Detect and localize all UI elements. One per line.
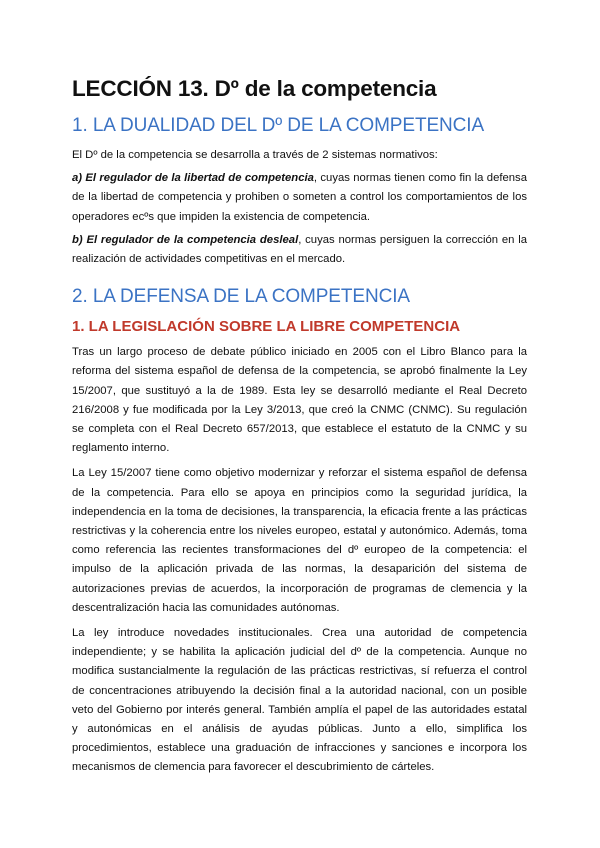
section-1-item-a — [72, 169, 527, 227]
item-a-text: , cuyas normas tienen como fin la defensa de la libertad de competencia y prohiben o someten a control los comportamientos de los operadores ecºs que impiden la existencia de competencia. — [72, 172, 527, 223]
item-b-text: , cuyas normas persiguen la corrección en la realización de actividades competitivas en el mercado. — [72, 233, 527, 266]
section-1-intro: El Dº de la competencia se desarrolla a través de 2 sistemas normativos: — [72, 149, 438, 161]
section-1-item-b — [72, 231, 527, 269]
paragraph: Tras un largo proceso de debate público iniciado en 2005 con el Libro Blanco para la reforma del sistema español de defensa de la competencia, se aprobó finalmente la Ley 15/2007, que sustituyó a la de 1989. Esta ley se desarrolló mediante el Real Decreto 216/2008 y fue modificada por la Ley 3/2013, que creó la CNMC (CNMC). Su regulación se completa con el Real Decreto 657/2013, que establece el estatuto de la CNMC y su reglamento interno. — [72, 346, 527, 455]
paragraph: La ley introduce novedades institucionales. Crea una autoridad de competencia independiente; y se habilita la aplicación judicial del dº de la competencia. Aunque no modifica sustancialmente la regulación de las prácticas restrictivas, sí refuerza el control de concentraciones atribuyendo la decisión final a la autoridad nacional, con un posible veto del Gobierno por interés general. También amplía el papel de las autoridades estatal y autonómicas en el análisis de ayudas públicas. Junto a ello, simplifica los procedimientos, establece una graduación de infracciones y sanciones e incorpora los mecanismos de clemencia para favorecer el descubrimiento de cárteles. — [72, 627, 527, 774]
section-1-heading: 1. LA DUALIDAD DEL Dº DE LA COMPETENCIA — [72, 115, 485, 136]
section-2-heading: 2. LA DEFENSA DE LA COMPETENCIA — [72, 286, 410, 308]
document-page — [72, 74, 527, 784]
item-b-lead: b) El regulador de la competencia desleal — [72, 233, 299, 246]
paragraph: La Ley 15/2007 tiene como objetivo modernizar y reforzar el sistema español de defensa de la competencia. Para ello se apoya en principios como la seguridad jurídica, la independencia en la toma de decisiones, la transparencia, la eficacia frente a las prácticas restrictivas y la coherencia entre los niveles europeo, estatal y autonómico. Además, toma como referencia las recientes transformaciones del dº europeo de la competencia: el impulso de la aplicación privada de las normas, la desaparición del sistema de autorizaciones previas de acuerdos, la incorporación de programas de clemencia y la descentralización hacia las comunidades autónomas. — [72, 467, 527, 614]
item-a-lead: a) El regulador de la libertad de competencia — [72, 172, 314, 185]
page-title: LECCIÓN 13. Dº de la competencia — [72, 76, 437, 101]
section-2-subheading: 1. LA LEGISLACIÓN SOBRE LA LIBRE COMPETENCIA — [72, 318, 461, 336]
